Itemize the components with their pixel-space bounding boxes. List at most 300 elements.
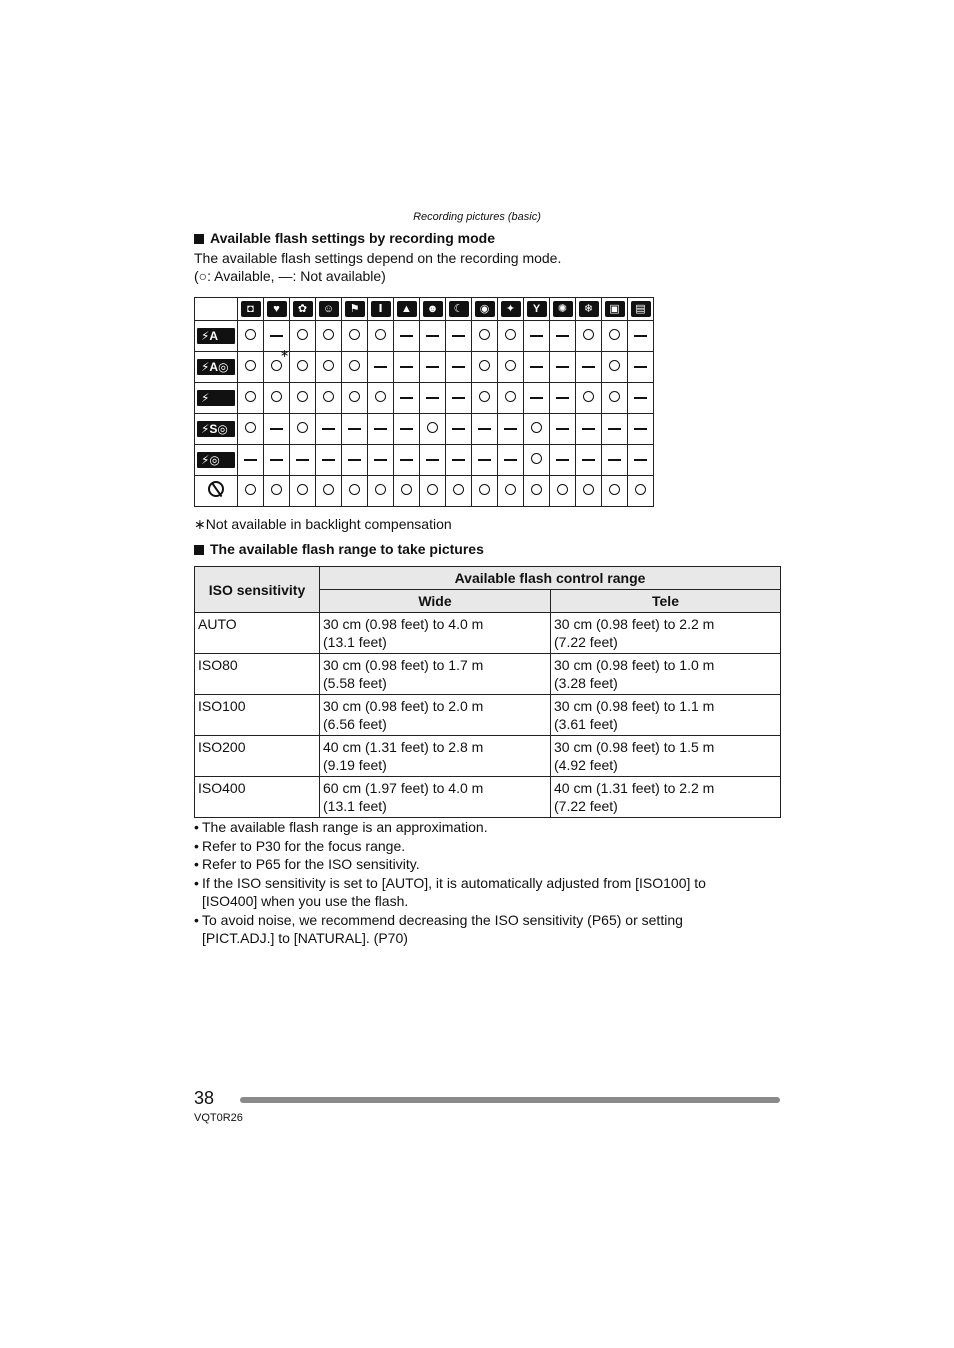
not-available-symbol bbox=[322, 428, 335, 430]
availability-cell bbox=[420, 383, 446, 414]
header-flash-control-range: Available flash control range bbox=[320, 567, 781, 590]
not-available-symbol bbox=[452, 459, 465, 461]
availability-cell bbox=[290, 383, 316, 414]
availability-cell bbox=[472, 414, 498, 445]
availability-cell bbox=[446, 445, 472, 476]
available-symbol bbox=[349, 484, 360, 495]
table-row bbox=[195, 736, 781, 777]
header-tele: Tele bbox=[551, 590, 781, 613]
available-symbol bbox=[245, 329, 256, 340]
mode-column-header bbox=[550, 298, 576, 321]
availability-cell bbox=[576, 414, 602, 445]
not-available-symbol bbox=[556, 366, 569, 368]
not-available-symbol bbox=[504, 428, 517, 430]
availability-cell bbox=[498, 352, 524, 383]
note-item: • If the ISO sensitivity is set to [AUTO], it is automatically adjusted from [ISO100] to [ISO400] when you use the flash. bbox=[194, 874, 754, 911]
not-available-symbol bbox=[426, 397, 439, 399]
snow-icon: ❄ bbox=[579, 301, 599, 317]
available-symbol bbox=[245, 391, 256, 402]
not-available-symbol bbox=[530, 366, 543, 368]
availability-cell bbox=[316, 445, 342, 476]
available-symbol bbox=[245, 360, 256, 371]
flash-setting-row bbox=[195, 414, 654, 445]
availability-cell bbox=[420, 414, 446, 445]
availability-cell bbox=[368, 414, 394, 445]
not-available-symbol bbox=[374, 459, 387, 461]
not-available-symbol bbox=[374, 366, 387, 368]
available-symbol bbox=[271, 484, 282, 495]
night-portrait-icon: ☻ bbox=[423, 301, 443, 317]
available-symbol bbox=[427, 484, 438, 495]
tele-range-cell bbox=[551, 736, 781, 777]
not-available-symbol bbox=[400, 428, 413, 430]
availability-cell bbox=[342, 383, 368, 414]
availability-cell bbox=[238, 383, 264, 414]
availability-cell bbox=[420, 476, 446, 507]
available-symbol bbox=[635, 484, 646, 495]
not-available-symbol bbox=[400, 335, 413, 337]
not-available-symbol bbox=[452, 397, 465, 399]
available-symbol bbox=[453, 484, 464, 495]
availability-cell bbox=[394, 321, 420, 352]
available-symbol bbox=[609, 484, 620, 495]
flash-availability-table bbox=[194, 297, 654, 507]
mode-column-header bbox=[342, 298, 368, 321]
not-available-symbol bbox=[478, 428, 491, 430]
range-imperial: (3.61 feet) bbox=[554, 716, 618, 732]
available-symbol bbox=[271, 360, 282, 371]
intro-text: The available flash settings depend on the recording mode. bbox=[194, 250, 562, 266]
tele-range-cell bbox=[551, 777, 781, 818]
availability-cell bbox=[238, 414, 264, 445]
available-symbol bbox=[375, 391, 386, 402]
night-scenery-icon: ☾ bbox=[449, 301, 469, 317]
available-symbol bbox=[531, 453, 542, 464]
available-symbol bbox=[505, 484, 516, 495]
not-available-symbol bbox=[530, 335, 543, 337]
flash-setting-row bbox=[195, 352, 654, 383]
availability-cell bbox=[316, 414, 342, 445]
flash-setting-label bbox=[195, 383, 238, 414]
availability-cell bbox=[342, 352, 368, 383]
not-available-symbol bbox=[374, 428, 387, 430]
not-available-symbol bbox=[270, 459, 283, 461]
availability-cell bbox=[576, 476, 602, 507]
availability-cell bbox=[472, 352, 498, 383]
availability-cell bbox=[628, 445, 654, 476]
range-imperial: (3.28 feet) bbox=[554, 675, 618, 691]
availability-cell bbox=[446, 321, 472, 352]
table-row bbox=[195, 777, 781, 818]
mode-column-header bbox=[420, 298, 446, 321]
available-symbol bbox=[609, 360, 620, 371]
availability-cell bbox=[238, 445, 264, 476]
availability-cell bbox=[602, 476, 628, 507]
available-symbol bbox=[427, 422, 438, 433]
available-symbol bbox=[323, 391, 334, 402]
not-available-symbol bbox=[634, 335, 647, 337]
availability-cell bbox=[550, 321, 576, 352]
not-available-symbol bbox=[348, 459, 361, 461]
note-item: • Refer to P30 for the focus range. bbox=[194, 837, 754, 856]
availability-cell bbox=[394, 476, 420, 507]
not-available-symbol bbox=[582, 366, 595, 368]
availability-cell bbox=[290, 414, 316, 445]
not-available-symbol bbox=[400, 397, 413, 399]
footnote-marker: ∗ bbox=[280, 348, 290, 360]
sports-icon: ⚑ bbox=[345, 301, 365, 317]
availability-cell bbox=[472, 445, 498, 476]
notes-list-wrap bbox=[194, 818, 754, 948]
available-symbol bbox=[401, 484, 412, 495]
available-symbol bbox=[583, 329, 594, 340]
not-available-symbol bbox=[270, 335, 283, 337]
range-imperial: (7.22 feet) bbox=[554, 634, 618, 650]
availability-cell bbox=[290, 476, 316, 507]
footer-rule bbox=[240, 1097, 780, 1103]
range-metric: 60 cm (1.97 feet) to 4.0 m bbox=[323, 780, 484, 796]
availability-cell bbox=[472, 476, 498, 507]
mode-column-header bbox=[264, 298, 290, 321]
not-available-symbol bbox=[634, 459, 647, 461]
range-imperial: (6.56 feet) bbox=[323, 716, 387, 732]
range-imperial: (13.1 feet) bbox=[323, 798, 387, 814]
tele-range-cell bbox=[551, 695, 781, 736]
available-symbol bbox=[583, 391, 594, 402]
availability-cell bbox=[472, 321, 498, 352]
tele-range-cell bbox=[551, 654, 781, 695]
motion-picture-icon: ▤ bbox=[631, 301, 651, 317]
flash-forced-redeye-icon: ⚡◎ bbox=[197, 452, 235, 468]
flash-auto-icon: ⚡A bbox=[197, 328, 235, 344]
flash-off-icon bbox=[208, 481, 224, 497]
availability-cell bbox=[238, 321, 264, 352]
not-available-symbol bbox=[478, 459, 491, 461]
availability-cell bbox=[446, 352, 472, 383]
wide-range-cell bbox=[320, 736, 551, 777]
macro-flower-icon: ✿ bbox=[293, 301, 313, 317]
availability-cell bbox=[498, 445, 524, 476]
availability-cell bbox=[628, 383, 654, 414]
mode-column-header bbox=[394, 298, 420, 321]
not-available-symbol bbox=[556, 459, 569, 461]
availability-cell bbox=[628, 476, 654, 507]
not-available-symbol bbox=[452, 335, 465, 337]
availability-cell bbox=[602, 352, 628, 383]
flash-range-table bbox=[194, 566, 781, 818]
iso-cell: ISO200 bbox=[195, 736, 320, 777]
wide-range-cell bbox=[320, 654, 551, 695]
available-symbol bbox=[531, 422, 542, 433]
not-available-symbol bbox=[426, 366, 439, 368]
range-metric: 30 cm (0.98 feet) to 1.0 m bbox=[554, 657, 715, 673]
availability-cell bbox=[628, 321, 654, 352]
not-available-symbol bbox=[244, 459, 257, 461]
scenery-icon: ▲ bbox=[397, 301, 417, 317]
availability-cell bbox=[524, 352, 550, 383]
not-available-symbol bbox=[270, 428, 283, 430]
not-available-symbol bbox=[426, 459, 439, 461]
not-available-symbol bbox=[556, 335, 569, 337]
mode-column-header bbox=[446, 298, 472, 321]
not-available-symbol bbox=[296, 459, 309, 461]
available-symbol bbox=[349, 360, 360, 371]
available-symbol bbox=[323, 360, 334, 371]
not-available-symbol bbox=[400, 366, 413, 368]
availability-cell bbox=[576, 383, 602, 414]
not-available-symbol bbox=[348, 428, 361, 430]
available-symbol bbox=[479, 391, 490, 402]
available-symbol bbox=[505, 360, 516, 371]
availability-cell bbox=[420, 445, 446, 476]
range-metric: 30 cm (0.98 feet) to 4.0 m bbox=[323, 616, 484, 632]
not-available-symbol bbox=[634, 428, 647, 430]
note-item: • Refer to P65 for the ISO sensitivity. bbox=[194, 855, 754, 874]
availability-cell bbox=[524, 476, 550, 507]
flash-setting-label bbox=[195, 476, 238, 507]
availability-cell bbox=[264, 476, 290, 507]
header-iso-sensitivity: ISO sensitivity bbox=[195, 567, 320, 613]
available-symbol bbox=[609, 329, 620, 340]
available-symbol bbox=[297, 360, 308, 371]
not-available-symbol bbox=[452, 366, 465, 368]
mode-column-header bbox=[316, 298, 342, 321]
availability-cell bbox=[602, 445, 628, 476]
available-symbol bbox=[531, 484, 542, 495]
not-available-symbol bbox=[556, 397, 569, 399]
not-available-symbol bbox=[426, 335, 439, 337]
range-imperial: (4.92 feet) bbox=[554, 757, 618, 773]
iso-cell: ISO400 bbox=[195, 777, 320, 818]
available-symbol bbox=[479, 484, 490, 495]
availability-cell bbox=[264, 383, 290, 414]
table-row bbox=[195, 654, 781, 695]
availability-cell bbox=[316, 321, 342, 352]
document-code: VQT0R26 bbox=[194, 1112, 243, 1124]
availability-cell bbox=[238, 476, 264, 507]
normal-picture-icon: ◘ bbox=[241, 301, 261, 317]
flash-setting-row bbox=[195, 383, 654, 414]
availability-cell bbox=[550, 445, 576, 476]
availability-cell bbox=[498, 476, 524, 507]
mode-column-header bbox=[524, 298, 550, 321]
available-symbol bbox=[297, 391, 308, 402]
availability-cell bbox=[628, 352, 654, 383]
notes-list bbox=[194, 818, 754, 948]
not-available-symbol bbox=[582, 459, 595, 461]
iso-cell: ISO80 bbox=[195, 654, 320, 695]
available-symbol bbox=[505, 391, 516, 402]
mode-column-header bbox=[602, 298, 628, 321]
available-symbol bbox=[557, 484, 568, 495]
availability-cell bbox=[368, 352, 394, 383]
availability-cell bbox=[498, 414, 524, 445]
fireworks-icon: ✺ bbox=[553, 301, 573, 317]
mode-column-header bbox=[576, 298, 602, 321]
availability-cell bbox=[264, 414, 290, 445]
availability-cell bbox=[602, 414, 628, 445]
available-symbol bbox=[479, 329, 490, 340]
available-symbol bbox=[297, 484, 308, 495]
availability-cell bbox=[472, 383, 498, 414]
note-item: • The available flash range is an approximation. bbox=[194, 818, 754, 837]
available-symbol bbox=[245, 422, 256, 433]
legend-text: (○: Available, —: Not available) bbox=[194, 268, 386, 284]
available-symbol bbox=[479, 360, 490, 371]
wide-range-cell bbox=[320, 613, 551, 654]
header-wide: Wide bbox=[320, 590, 551, 613]
available-symbol bbox=[609, 391, 620, 402]
availability-cell bbox=[628, 414, 654, 445]
backlight-footnote: ∗Not available in backlight compensation bbox=[194, 516, 452, 532]
flash-setting-label bbox=[195, 414, 238, 445]
tele-range-cell bbox=[551, 613, 781, 654]
not-available-symbol bbox=[582, 428, 595, 430]
baby-icon: ◉ bbox=[475, 301, 495, 317]
mode-column-header bbox=[368, 298, 394, 321]
availability-cell bbox=[524, 445, 550, 476]
party-icon: Y bbox=[527, 301, 547, 317]
availability-cell bbox=[368, 476, 394, 507]
mode-column-header bbox=[498, 298, 524, 321]
range-metric: 30 cm (0.98 feet) to 2.0 m bbox=[323, 698, 484, 714]
not-available-symbol bbox=[530, 397, 543, 399]
mode-column-header bbox=[290, 298, 316, 321]
range-metric: 30 cm (0.98 feet) to 2.2 m bbox=[554, 616, 715, 632]
availability-cell bbox=[316, 383, 342, 414]
not-available-symbol bbox=[556, 428, 569, 430]
available-symbol bbox=[375, 484, 386, 495]
table-corner bbox=[195, 298, 238, 321]
running-header: Recording pictures (basic) bbox=[413, 211, 541, 223]
availability-cell bbox=[420, 321, 446, 352]
availability-cell bbox=[368, 321, 394, 352]
available-symbol bbox=[323, 329, 334, 340]
availability-cell bbox=[290, 445, 316, 476]
availability-cell bbox=[446, 383, 472, 414]
availability-cell bbox=[446, 414, 472, 445]
availability-cell bbox=[264, 348, 290, 383]
availability-cell bbox=[524, 321, 550, 352]
availability-cell bbox=[498, 383, 524, 414]
not-available-symbol bbox=[452, 428, 465, 430]
not-available-symbol bbox=[608, 428, 621, 430]
flash-setting-label bbox=[195, 321, 238, 352]
range-imperial: (5.58 feet) bbox=[323, 675, 387, 691]
not-available-symbol bbox=[634, 366, 647, 368]
flash-auto-redeye-icon: ⚡A◎ bbox=[197, 359, 235, 375]
availability-cell bbox=[368, 383, 394, 414]
availability-cell bbox=[342, 476, 368, 507]
range-metric: 40 cm (1.31 feet) to 2.2 m bbox=[554, 780, 715, 796]
available-symbol bbox=[505, 329, 516, 340]
mode-column-header bbox=[238, 298, 264, 321]
not-available-symbol bbox=[400, 459, 413, 461]
availability-cell bbox=[550, 476, 576, 507]
available-symbol bbox=[245, 484, 256, 495]
range-metric: 40 cm (1.31 feet) to 2.8 m bbox=[323, 739, 484, 755]
range-metric: 30 cm (0.98 feet) to 1.5 m bbox=[554, 739, 715, 755]
section-heading-flash-range: The available flash range to take pictures bbox=[194, 541, 484, 557]
availability-cell bbox=[550, 383, 576, 414]
not-available-symbol bbox=[504, 459, 517, 461]
food-icon: Ⅰ bbox=[371, 301, 391, 317]
availability-cell bbox=[576, 321, 602, 352]
availability-cell bbox=[498, 321, 524, 352]
availability-cell bbox=[290, 321, 316, 352]
iso-cell: AUTO bbox=[195, 613, 320, 654]
availability-cell bbox=[394, 383, 420, 414]
range-imperial: (7.22 feet) bbox=[554, 798, 618, 814]
section-heading-flash-settings: Available flash settings by recording mode bbox=[194, 230, 495, 246]
not-available-symbol bbox=[608, 459, 621, 461]
available-symbol bbox=[297, 329, 308, 340]
available-symbol bbox=[349, 391, 360, 402]
availability-cell bbox=[264, 445, 290, 476]
availability-cell bbox=[238, 352, 264, 383]
page-number: 38 bbox=[194, 1088, 215, 1108]
availability-cell bbox=[394, 414, 420, 445]
iso-cell: ISO100 bbox=[195, 695, 320, 736]
availability-table-wrap bbox=[194, 297, 654, 507]
availability-cell bbox=[602, 383, 628, 414]
table-row bbox=[195, 695, 781, 736]
availability-cell bbox=[576, 352, 602, 383]
availability-cell bbox=[524, 414, 550, 445]
flash-setting-label bbox=[195, 352, 238, 383]
flash-setting-row bbox=[195, 445, 654, 476]
mode-column-header bbox=[472, 298, 498, 321]
availability-cell bbox=[342, 445, 368, 476]
available-symbol bbox=[271, 391, 282, 402]
availability-cell bbox=[446, 476, 472, 507]
availability-cell bbox=[550, 414, 576, 445]
available-symbol bbox=[375, 329, 386, 340]
range-table-wrap bbox=[194, 566, 781, 818]
flash-setting-row bbox=[195, 476, 654, 507]
flash-setting-label bbox=[195, 445, 238, 476]
not-available-symbol bbox=[634, 397, 647, 399]
availability-cell bbox=[342, 321, 368, 352]
range-metric: 30 cm (0.98 feet) to 1.7 m bbox=[323, 657, 484, 673]
not-available-symbol bbox=[322, 459, 335, 461]
portrait-heart-icon: ♥ bbox=[267, 301, 287, 317]
mode-column-header bbox=[628, 298, 654, 321]
self-portrait-icon: ▣ bbox=[605, 301, 625, 317]
flash-forced-on-icon: ⚡ bbox=[197, 390, 235, 406]
wide-range-cell bbox=[320, 695, 551, 736]
availability-cell bbox=[576, 445, 602, 476]
availability-cell bbox=[368, 445, 394, 476]
availability-cell bbox=[290, 352, 316, 383]
available-symbol bbox=[297, 422, 308, 433]
available-symbol bbox=[323, 484, 334, 495]
available-symbol bbox=[349, 329, 360, 340]
availability-cell bbox=[316, 476, 342, 507]
wide-range-cell bbox=[320, 777, 551, 818]
available-symbol bbox=[583, 484, 594, 495]
range-metric: 30 cm (0.98 feet) to 1.1 m bbox=[554, 698, 715, 714]
availability-cell bbox=[524, 383, 550, 414]
availability-cell bbox=[602, 321, 628, 352]
note-item: • To avoid noise, we recommend decreasing the ISO sensitivity (P65) or setting [PICT.ADJ.] to [NATURAL]. (P70) bbox=[194, 911, 754, 948]
availability-cell bbox=[550, 352, 576, 383]
range-imperial: (13.1 feet) bbox=[323, 634, 387, 650]
availability-cell bbox=[420, 352, 446, 383]
availability-cell bbox=[342, 414, 368, 445]
scene-portrait-icon: ☺ bbox=[319, 301, 339, 317]
range-imperial: (9.19 feet) bbox=[323, 757, 387, 773]
